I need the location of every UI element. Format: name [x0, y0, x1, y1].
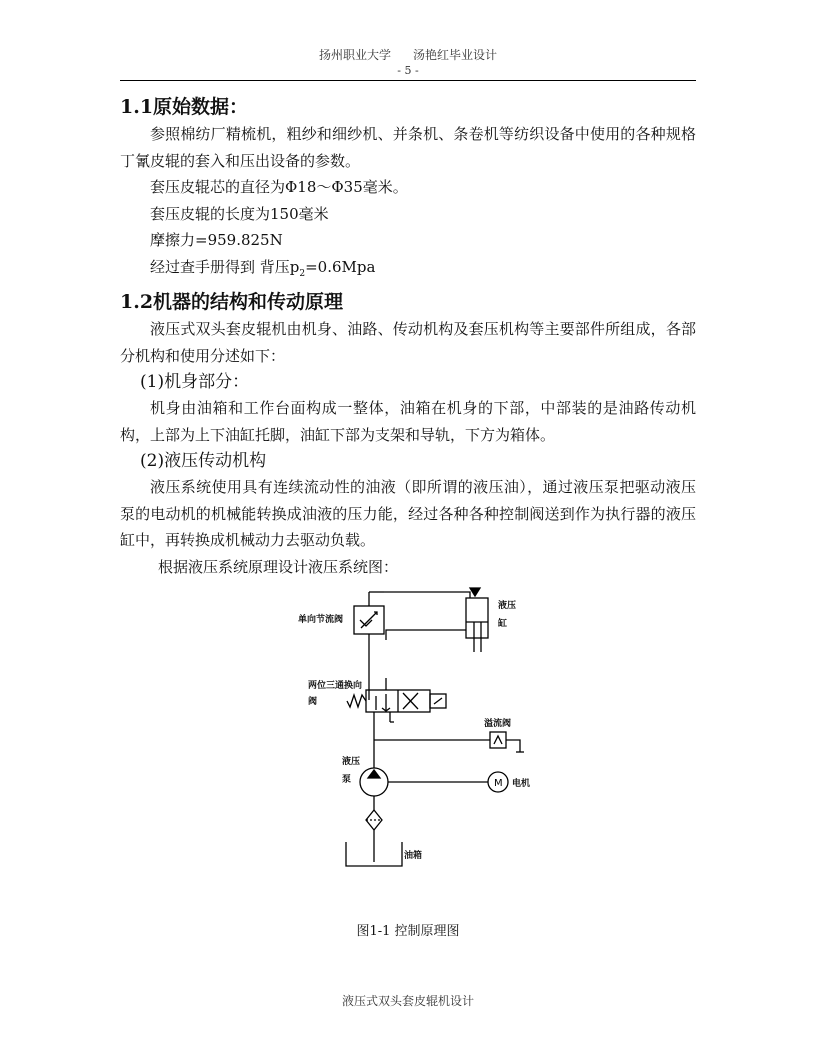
label-valve-1: 两位三通换向	[308, 681, 363, 691]
header-author: 汤艳红毕业设计	[413, 48, 498, 62]
hydraulic-diagram	[290, 582, 560, 872]
section-1-1-title: 1.1原始数据：	[120, 96, 249, 118]
label-pump-1: 液压	[342, 757, 361, 767]
label-relief-valve: 溢流阀	[484, 719, 512, 729]
page-footer: 液压式双头套皮辊机设计	[341, 994, 474, 1008]
figure-caption: 图1-1 控制原理图	[356, 924, 460, 939]
section-1-1-paragraph: 参照棉纺厂精梳机，粗纱和细纱机、并条机、条卷机等纺织设备中使用的各种规格丁氰皮辊的套入和压出设备的参数。	[120, 125, 696, 170]
relief-valve-symbol	[490, 732, 506, 748]
section-1-2-title: 1.2机器的结构和传动原理	[120, 291, 344, 313]
param-friction: 摩擦力=959.825N	[150, 231, 283, 249]
subsection-hydraulic-paragraph: 液压系统使用具有连续流动性的油液（即所谓的液压油），通过液压泵把驱动液压泵的电动机的机械能转换成油液的压力能，经过各种各种控制阀送到作为执行器的液压缸中，再转换成机械动力去驱动负载。	[120, 478, 696, 549]
section-1-2-intro: 液压式双头套皮辊机由机身、油路、传动机构及套压机构等主要部件所组成，各部分机构和使用分述如下：	[120, 320, 696, 365]
header-rule	[120, 80, 696, 81]
page-header	[120, 48, 696, 78]
label-pump-2: 泵	[342, 775, 352, 785]
label-motor: 电机	[512, 779, 531, 789]
label-throttle-valve: 单向节流阀	[298, 615, 344, 625]
diagram-intro: 根据液压系统原理设计液压系统图：	[158, 557, 399, 576]
subsection-hydraulic-title: (2)液压传动机构	[140, 451, 267, 471]
label-cylinder-2: 缸	[498, 619, 508, 629]
subsection-body-title: (1)机身部分：	[140, 372, 250, 392]
header-school: 扬州职业大学	[318, 48, 391, 62]
param-diameter: 套压皮辊芯的直径为Φ18～Φ35毫米。	[150, 178, 408, 196]
document-body	[120, 92, 696, 580]
param-back-pressure: 经过查手册得到 背压$p_2=0.6Mpa$	[150, 257, 376, 279]
label-cylinder-1: 液压	[498, 601, 517, 611]
hydraulic-cylinder-symbol	[466, 598, 488, 638]
subsection-body-paragraph: 机身由油箱和工作台面构成一整体，油箱在机身的下部，中部装的是油路传动机构，上部为上下油缸托脚，油缸下部为支架和导轨，下方为箱体。	[120, 399, 696, 444]
label-oil-tank: 油箱	[404, 851, 423, 861]
param-length: 套压皮辊的长度为150毫米	[150, 204, 329, 223]
svg-text:M: M	[494, 778, 503, 789]
label-valve-2: 阀	[308, 697, 318, 707]
page-number: - 5 -	[397, 64, 419, 77]
